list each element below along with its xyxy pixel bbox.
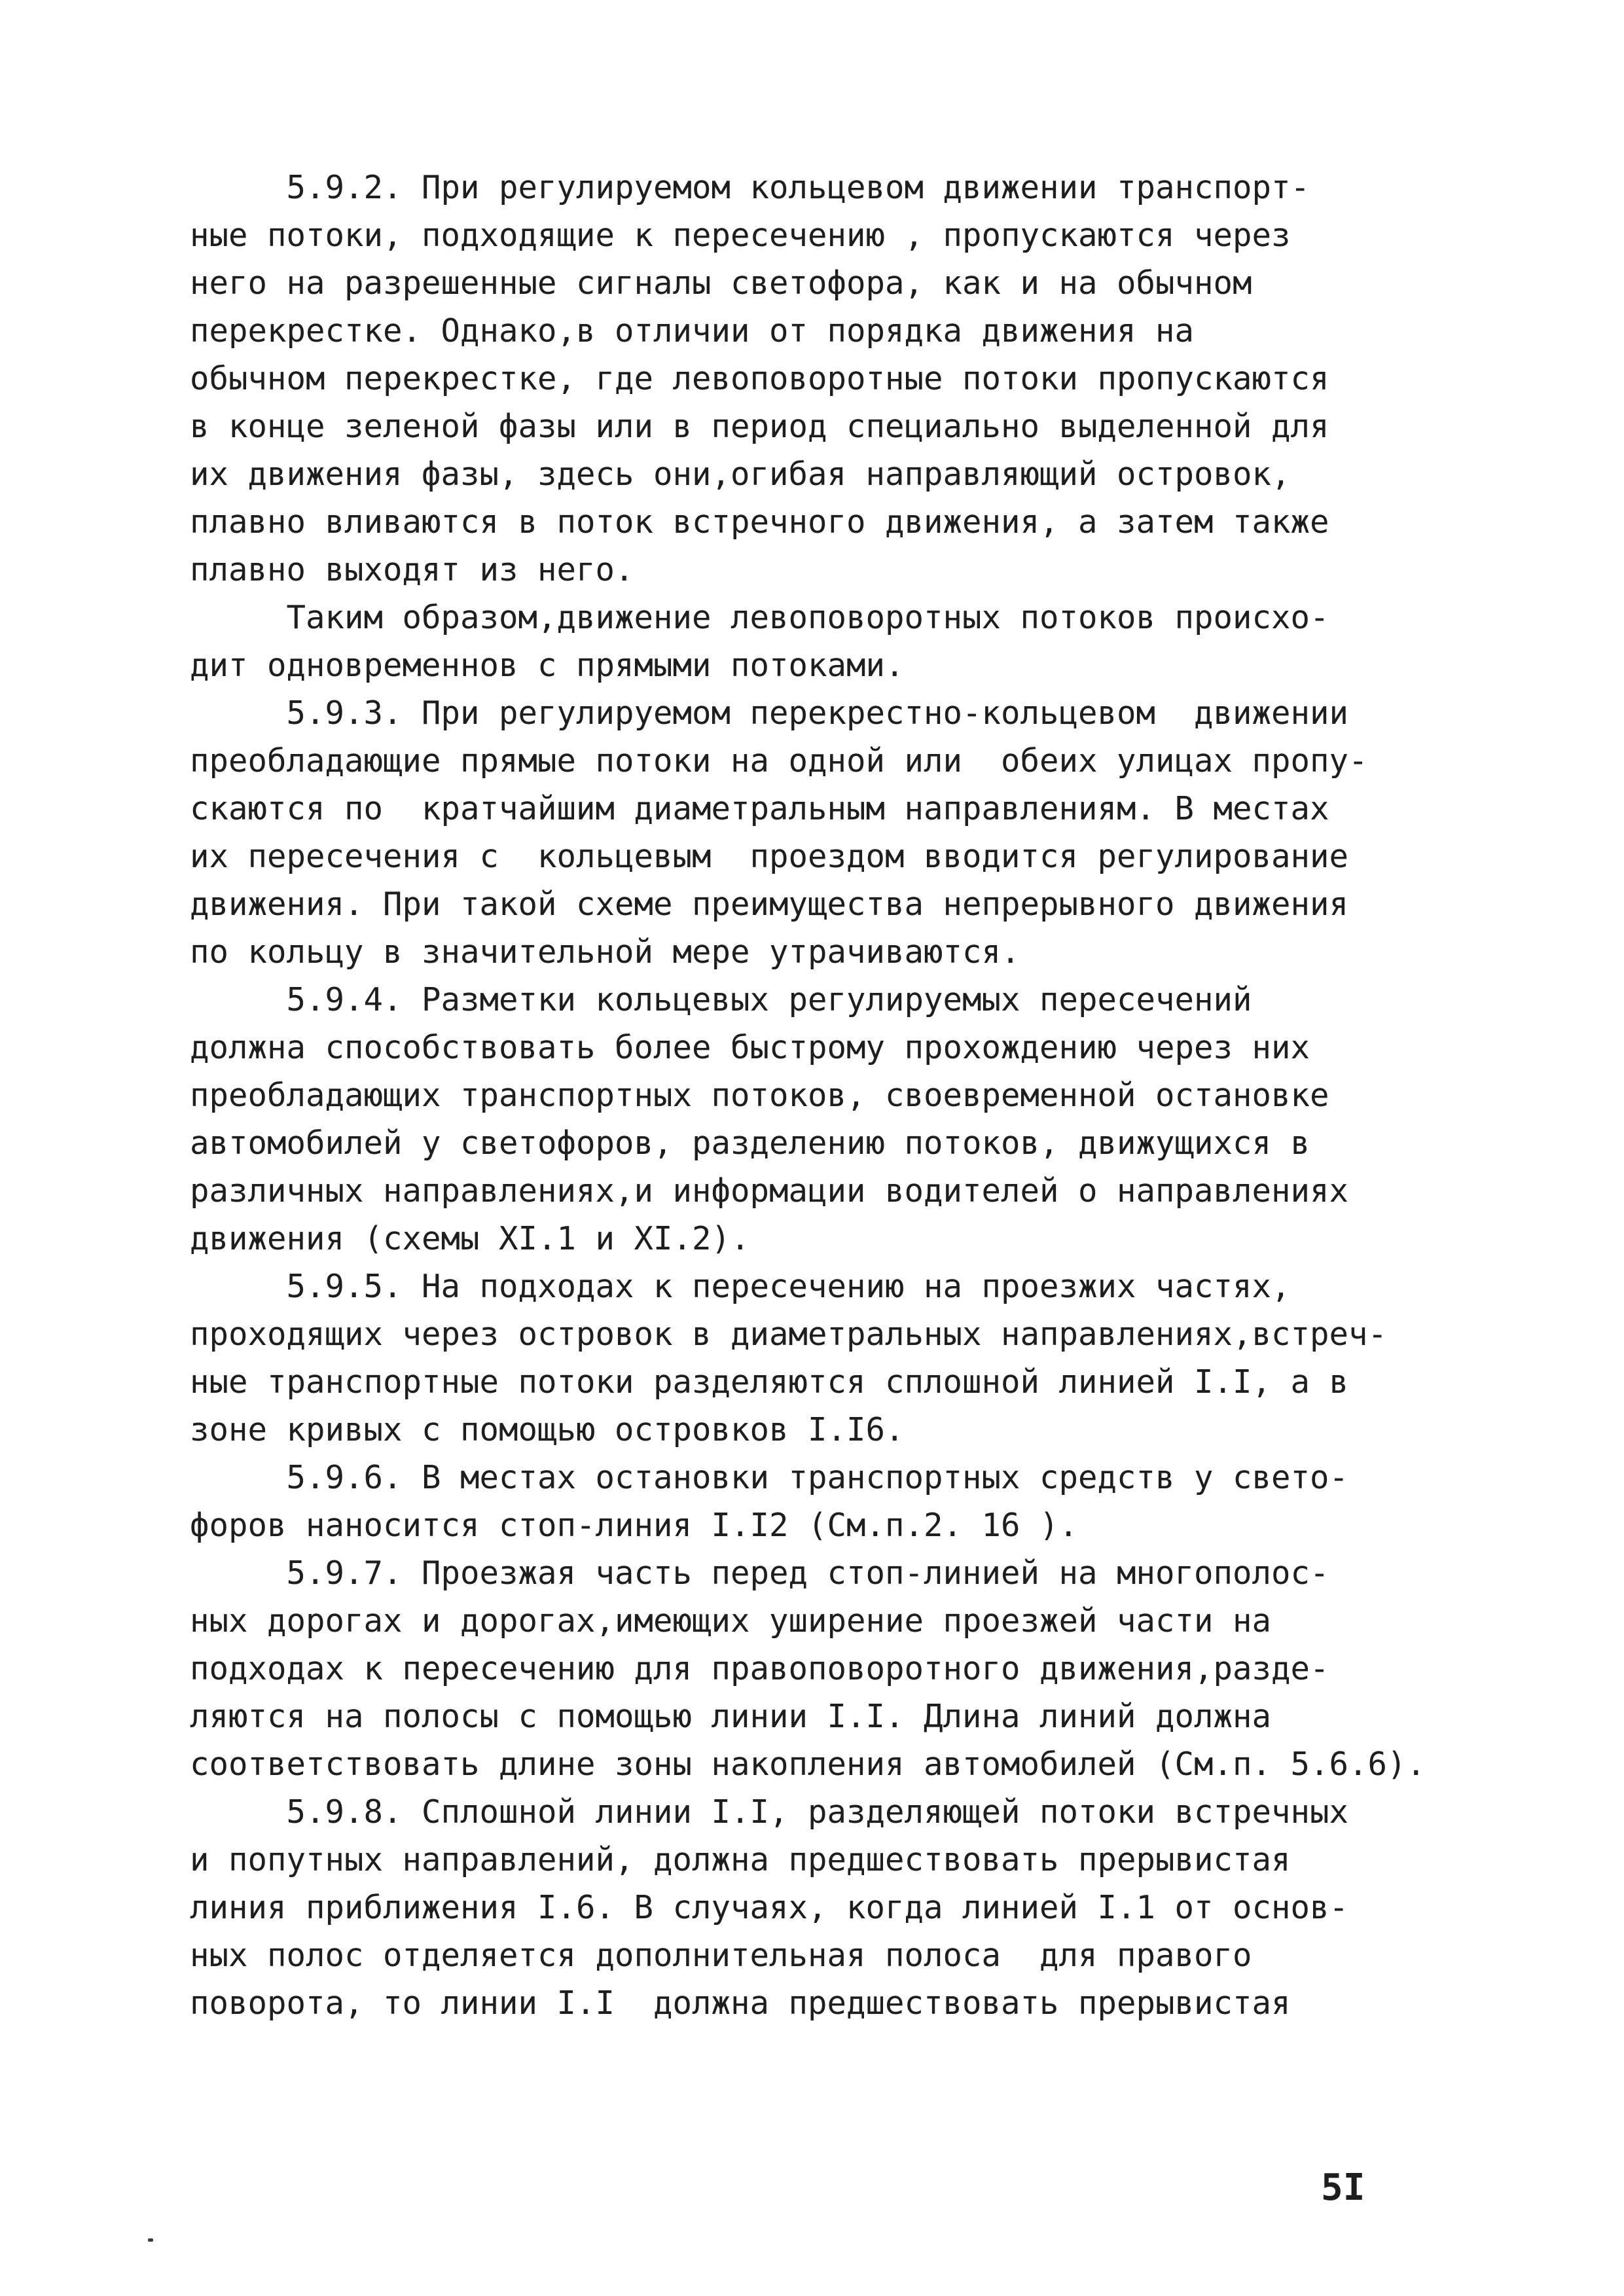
text-line: должна способствовать более быстрому прохождению через них (190, 1029, 1310, 1066)
text-line: проходящих через островок в диаметральных направлениях,встреч- (190, 1316, 1388, 1353)
scan-speck (148, 2238, 153, 2242)
text-line: него на разрешенные сигналы светофора, как и на обычном (190, 264, 1252, 302)
text-line: форов наносится стоп-линия I.I2 (См.п.2. 16 ). (190, 1507, 1079, 1544)
text-line: ных полос отделяется дополнительная полоса для правого (190, 1937, 1252, 1974)
text-line: 5.9.8. Сплошной линии I.I, разделяющей потоки встречных (190, 1793, 1349, 1831)
text-line: движения (схемы XI.1 и XI.2). (190, 1220, 750, 1257)
text-line: движения. При такой схеме преимущества непрерывного движения (190, 886, 1349, 923)
text-line: скаются по кратчайшим диаметральным направлениям. В местах (190, 790, 1329, 827)
text-line: ных дорогах и дорогах,имеющих уширение проезжей части на (190, 1602, 1272, 1640)
text-line: преобладающих транспортных потоков, своевременной остановке (190, 1077, 1329, 1114)
text-line: и попутных направлений, должна предшествовать прерывистая (190, 1841, 1291, 1878)
text-line: 5.9.6. В местах остановки транспортных средств у свето- (190, 1459, 1349, 1496)
text-line: 5.9.5. На подходах к пересечению на проезжих частях, (190, 1268, 1291, 1305)
text-line: 5.9.2. При регулируемом кольцевом движении транспорт- (190, 169, 1310, 206)
text-line: ляются на полосы с помощью линии I.I. Длина линий должна (190, 1698, 1272, 1735)
text-line: плавно выходят из него. (190, 551, 634, 588)
text-line: ные транспортные потоки разделяются сплошной линией I.I, а в (190, 1363, 1349, 1401)
text-line: линия приближения I.6. В случаях, когда линией I.1 от основ- (190, 1889, 1349, 1926)
text-line: 5.9.4. Разметки кольцевых регулируемых пересечений (190, 981, 1252, 1018)
body-text (190, 164, 1486, 2027)
text-line: 5.9.7. Проезжая часть перед стоп-линией на многополос- (190, 1554, 1329, 1592)
text-line: Таким образом,движение левоповоротных потоков происхо- (190, 599, 1329, 636)
text-line: по кольцу в значительной мере утрачиваются. (190, 933, 1020, 971)
text-line: ные потоки, подходящие к пересечению , пропускаются через (190, 217, 1291, 254)
text-line: подходах к пересечению для правоповоротного движения,разде- (190, 1650, 1329, 1687)
text-line: зоне кривых с помощью островков I.I6. (190, 1411, 905, 1448)
text-line: в конце зеленой фазы или в период специально выделенной для (190, 408, 1329, 445)
text-line: различных направлениях,и информации водителей о направлениях (190, 1172, 1349, 1210)
text-line: обычном перекрестке, где левоповоротные потоки пропускаются (190, 360, 1329, 397)
text-line: перекрестке. Однако,в отличии от порядка движения на (190, 312, 1195, 350)
text-line: их движения фазы, здесь они,огибая направляющий островок, (190, 456, 1291, 493)
text-line: плавно вливаются в поток встречного движения, а затем также (190, 503, 1329, 541)
text-line: дит одновременнов с прямыми потоками. (190, 647, 905, 684)
text-line: автомобилей у светофоров, разделению потоков, движущихся в (190, 1124, 1310, 1162)
page-number: 5I (1321, 2166, 1365, 2209)
text-line: преобладающие прямые потоки на одной или обеих улицах пропу- (190, 742, 1368, 780)
text-line: поворота, то линии I.I должна предшествовать прерывистая (190, 1984, 1291, 2022)
text-line: их пересечения с кольцевым проездом вводится регулирование (190, 838, 1349, 875)
text-line: 5.9.3. При регулируемом перекрестно-кольцевом движении (190, 694, 1349, 732)
text-line: соответствовать длине зоны накопления автомобилей (См.п. 5.6.6). (190, 1746, 1426, 1783)
